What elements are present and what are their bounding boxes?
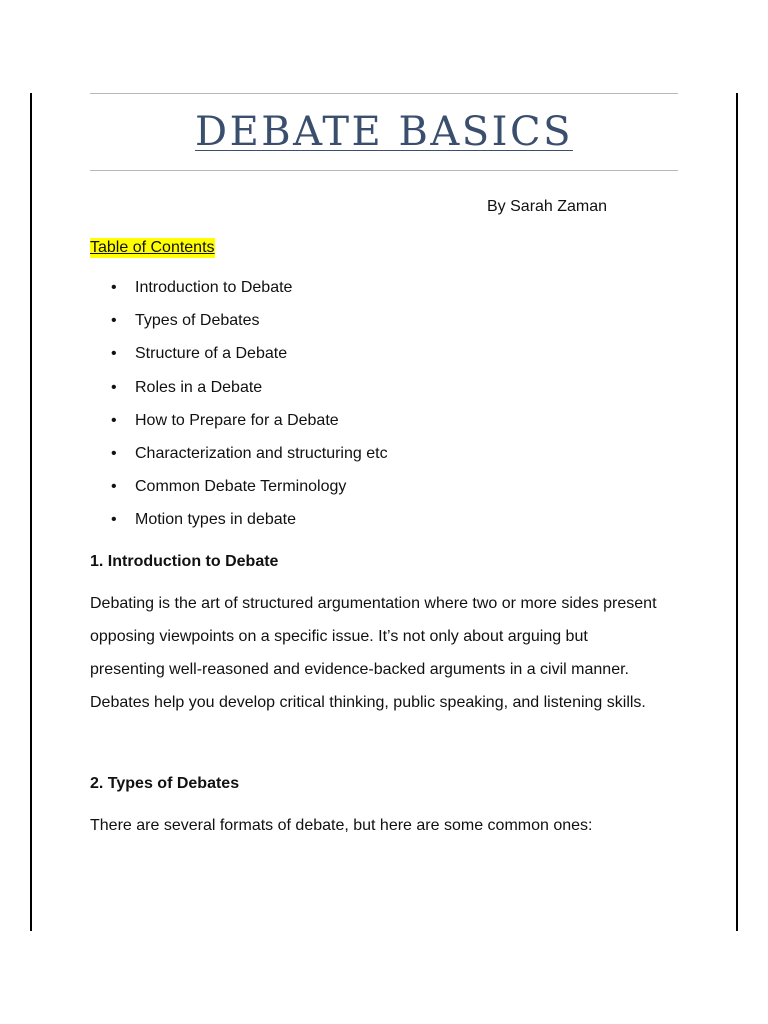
bullet-icon: • <box>111 511 117 529</box>
toc-item-label: Common Debate Terminology <box>135 478 347 496</box>
paragraph-line: presenting well-reasoned and evidence-backed arguments in a civil manner. <box>90 661 629 678</box>
paragraph-line: Debates help you develop critical thinking, public speaking, and listening skills. <box>90 694 646 711</box>
toc-item <box>90 444 388 477</box>
toc-item-label: Structure of a Debate <box>135 345 288 363</box>
section-paragraph-introduction <box>90 587 690 719</box>
bullet-icon: • <box>111 478 117 496</box>
section-heading-types: 2. Types of Debates <box>90 775 240 792</box>
section-paragraph-types <box>90 809 690 842</box>
toc-list <box>90 278 388 544</box>
toc-item <box>90 477 388 510</box>
author-byline: By Sarah Zaman <box>487 198 608 215</box>
toc-item-label: Motion types in debate <box>135 511 296 529</box>
bullet-icon: • <box>111 444 117 462</box>
toc-item-label: Roles in a Debate <box>135 378 263 396</box>
right-margin-line <box>736 93 738 931</box>
toc-item-label: Types of Debates <box>135 312 260 330</box>
toc-item-label: How to Prepare for a Debate <box>135 411 339 429</box>
toc-item <box>90 344 388 377</box>
toc-item <box>90 510 388 543</box>
title-bottom-rule <box>90 170 678 171</box>
toc-item <box>90 411 388 444</box>
left-margin-line <box>30 93 32 931</box>
title-top-rule <box>90 93 678 94</box>
paragraph-line: opposing viewpoints on a specific issue. It’s not only about arguing but <box>90 628 588 645</box>
bullet-icon: • <box>111 279 117 296</box>
section-heading-introduction: 1. Introduction to Debate <box>90 553 279 570</box>
bullet-icon: • <box>111 378 117 396</box>
toc-item-label: Characterization and structuring etc <box>135 444 388 462</box>
toc-item <box>90 311 388 344</box>
paragraph-line: There are several formats of debate, but here are some common ones: <box>90 817 593 834</box>
toc-item <box>90 278 388 311</box>
toc-item <box>90 378 388 411</box>
toc-item-label: Introduction to Debate <box>135 279 293 296</box>
bullet-icon: • <box>111 411 117 429</box>
bullet-icon: • <box>111 312 117 330</box>
toc-heading: Table of Contents <box>90 239 215 256</box>
paragraph-line: Debating is the art of structured argumentation where two or more sides present <box>90 595 657 612</box>
bullet-icon: • <box>111 345 117 363</box>
document-title: DEBATE BASICS <box>195 109 573 155</box>
